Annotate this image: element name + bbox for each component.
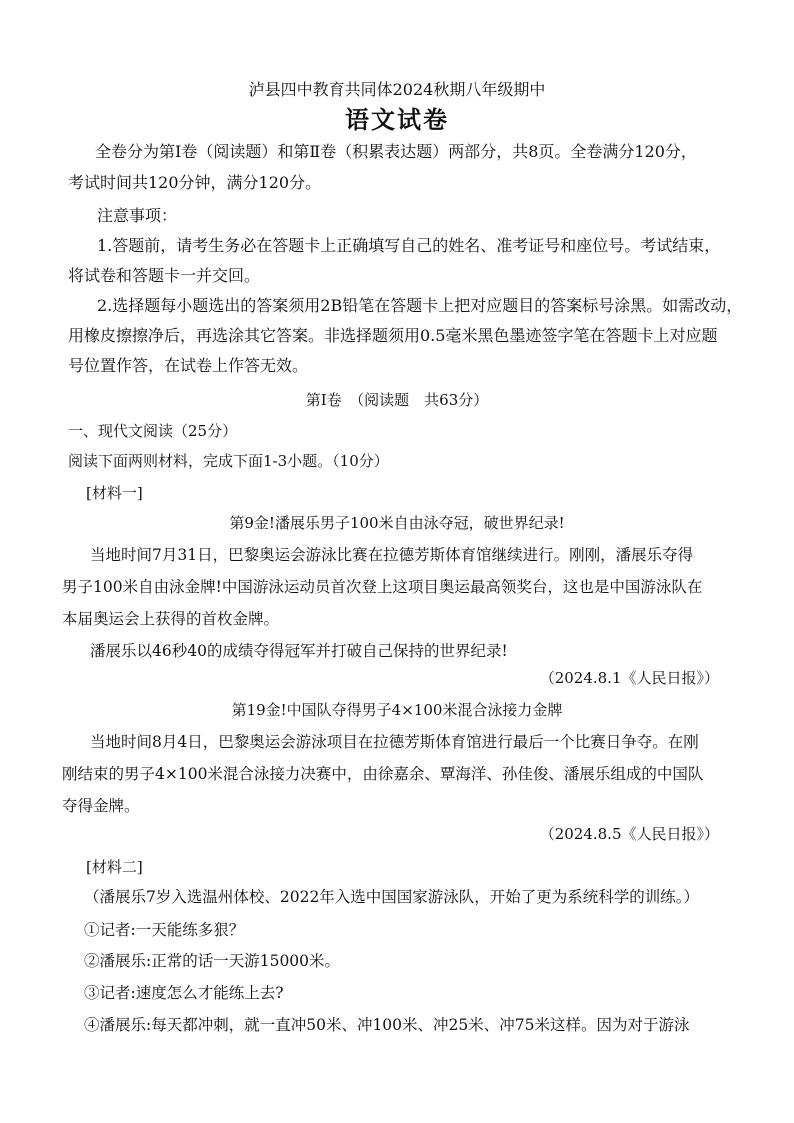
intro-line-2: 考试时间共120分钟，满分120分。: [68, 173, 322, 192]
news2-para1-line2: 刚结束的男子4×100米混合泳接力决赛中，由徐嘉余、覃海洋、孙佳俊、潘展乐组成的中国队: [62, 765, 704, 783]
notes-title: 注意事项：: [97, 206, 178, 225]
part1-heading: 第Ⅰ卷 （阅读题 共63分）: [305, 391, 489, 409]
exam-info: 泸县四中教育共同体2024秋期八年级期中: [248, 80, 546, 99]
page-title: 语文试卷: [345, 105, 449, 134]
material1-label: [材料一]: [86, 484, 143, 502]
note2-line-1: 2.选择题每小题选出的答案须用2B铅笔在答题卡上把对应题目的答案标号涂黑。如需改动，: [97, 296, 743, 315]
news1-para2: 潘展乐以46秒40的成绩夺得冠军并打破自己保持的世界纪录!: [90, 642, 508, 660]
news1-para1-line3: 本届奥运会上获得的首枚金牌。: [62, 610, 280, 628]
interview-a2: ④潘展乐:每天都冲刺，就一直冲50米、冲100米、冲25米、冲75米这样。因为对于游泳: [84, 1016, 690, 1034]
task-instruction: 阅读下面两则材料，完成下面1-3小题。（10分）: [68, 452, 389, 470]
news1-para1-line1: 当地时间7月31日，巴黎奥运会游泳比赛在拉德芳斯体育馆继续进行。刚刚，潘展乐夺得: [90, 546, 694, 564]
intro-line-1: 全卷分为第Ⅰ卷（阅读题）和第Ⅱ卷（积累表达题）两部分，共8页。全卷满分120分，: [95, 142, 697, 161]
news2-title: 第19金!中国队夺得男子4×100米混合泳接力金牌: [231, 701, 563, 719]
note1-line-1: 1.答题前，请考生务必在答题卡上正确填写自己的姓名、准考证号和座位号。考试结束，: [97, 236, 721, 255]
news2-source: （2024.8.5《人民日报》）: [539, 825, 719, 843]
note1-line-2: 将试卷和答题卡一并交回。: [68, 266, 261, 285]
news1-source: （2024.8.1《人民日报》）: [539, 669, 719, 687]
interview-q2: ③记者:速度怎么才能练上去?: [84, 984, 284, 1002]
note2-line-2: 用橡皮擦擦净后，再选涂其它答案。非选择题须用0.5毫米黑色墨迹签字笔在答题卡上对应题: [68, 326, 718, 345]
news2-para1-line3: 夺得金牌。: [62, 797, 140, 815]
news1-para1-line2: 男子100米自由泳金牌!中国游泳运动员首次登上这项目奥运最高领奖台，这也是中国游泳队在: [62, 578, 703, 596]
material2-label: [材料二]: [86, 858, 143, 876]
interview-a1: ②潘展乐:正常的话一天游15000米。: [84, 952, 341, 970]
news1-title: 第9金!潘展乐男子100米自由泳夺冠，破世界纪录!: [229, 514, 565, 532]
news2-para1-line1: 当地时间8月4日，巴黎奥运会游泳项目在拉德芳斯体育馆进行最后一个比赛日争夺。在刚: [90, 733, 699, 751]
note2-line-3: 号位置作答，在试卷上作答无效。: [68, 356, 309, 375]
material2-intro: （潘展乐7岁入选温州体校、2022年入选中国国家游泳队，开始了更为系统科学的训练。）: [84, 888, 700, 906]
interview-q1: ①记者:一天能练多狠？: [84, 921, 245, 939]
section-heading: 一、现代文阅读（25分）: [68, 422, 238, 440]
